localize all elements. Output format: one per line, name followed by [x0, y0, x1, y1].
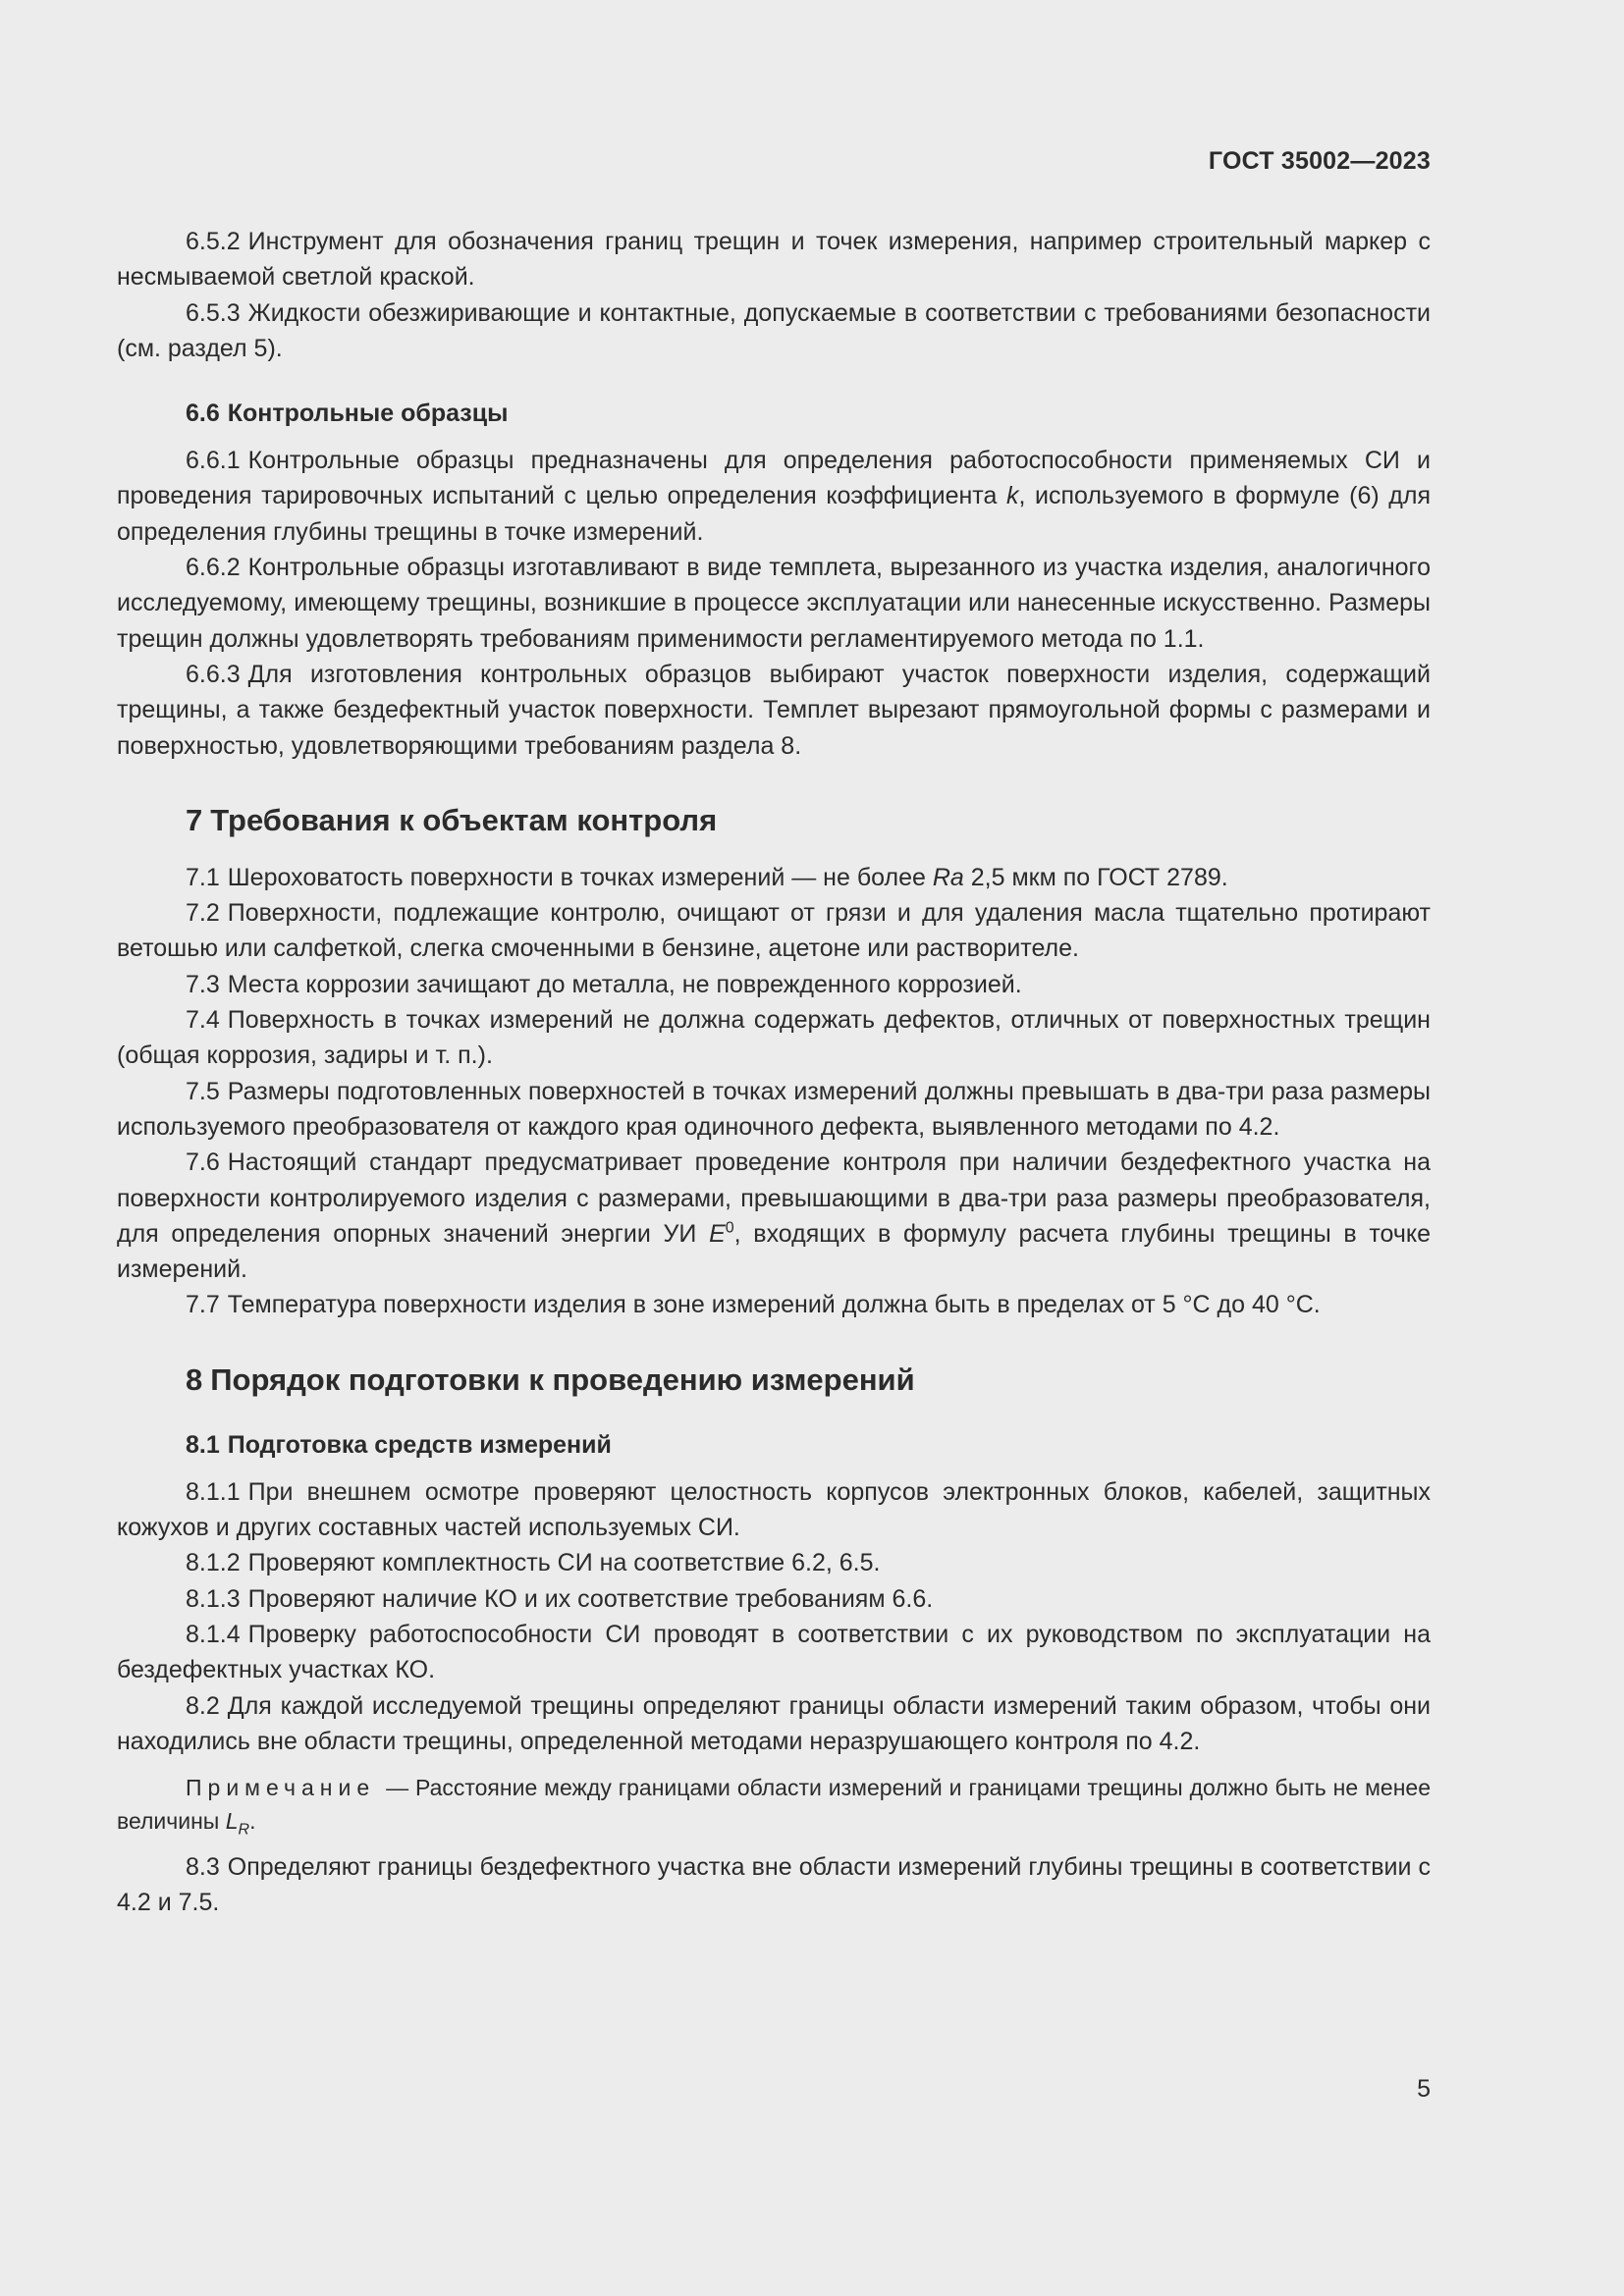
clause-text: Шероховатость поверхности в точках измерений — не более [227, 863, 933, 891]
energy-symbol: E [709, 1219, 726, 1248]
paragraph-7-2 [117, 895, 1431, 967]
paragraph-7-5 [117, 1074, 1431, 1146]
clause-number: 8.1.2 [186, 1549, 241, 1577]
clause-text: Для каждой исследуемой трещины определяют границы области измерений таким образом, чтобы они находились вне области трещины, определенной методами неразрушающего контроля по 4.2. [117, 1691, 1431, 1755]
coefficient-symbol: k [1005, 482, 1019, 510]
clause-text: Определяют границы бездефектного участка вне области измерений глубины трещины в соответствии с 4.2 и 7.5. [117, 1853, 1431, 1917]
page-content [117, 224, 1431, 1921]
section-number: 8 [186, 1362, 203, 1397]
clause-text: Контрольные образцы изготавливают в виде темплета, вырезанного из участка изделия, аналогичного исследуемому, имеющему трещины, возникшие в процессе эксплуатации или нанесенные искусственно. Размеры трещин должны удовлетворять требованиям применимости регламентируемого метода по 1.1. [117, 554, 1431, 653]
clause-text: Поверхности, подлежащие контролю, очищают от грязи и для удаления масла тщательно протирают ветошью или салфеткой, слегка смоченными в бензине, ацетоне или растворителе. [117, 899, 1431, 963]
clause-number: 8.2 [186, 1691, 220, 1720]
paragraph-6-6-1 [117, 443, 1431, 550]
clause-text: При внешнем осмотре проверяют целостность корпусов электронных блоков, кабелей, защитных кожухов и других составных частей используемых СИ. [117, 1477, 1431, 1542]
paragraph-7-3 [117, 967, 1431, 1002]
section-title: Требования к объектам контроля [210, 802, 718, 837]
clause-text: Поверхность в точках измерений не должна содержать дефектов, отличных от поверхностных трещин (общая коррозия, задиры и т. п.). [117, 1006, 1431, 1070]
roughness-symbol: Ra [932, 863, 964, 891]
clause-text: Проверяют наличие КО и их соответствие требованиям 6.6. [247, 1584, 934, 1613]
paragraph-7-4 [117, 1002, 1431, 1074]
note-label: Примечание [186, 1775, 376, 1801]
paragraph-8-1-1 [117, 1474, 1431, 1546]
clause-number: 8.1.4 [186, 1620, 241, 1648]
paragraph-7-6 [117, 1145, 1431, 1287]
clause-number: 8.3 [186, 1853, 220, 1882]
clause-number: 8.1.3 [186, 1584, 241, 1613]
clause-number: 6.5.3 [186, 298, 241, 327]
length-subscript: R [238, 1821, 250, 1839]
clause-text: Размеры подготовленных поверхностей в точках измерений должны превышать в два-три раза размеры используемого преобразователя от каждого края одиночного дефекта, выявленного методами по 4.2. [117, 1077, 1431, 1141]
paragraph-6-6-2 [117, 550, 1431, 657]
clause-number: 6.5.2 [186, 228, 241, 255]
clause-number: 7.1 [186, 863, 220, 891]
clause-text: Места коррозии зачищают до металла, не поврежденного коррозией. [227, 970, 1022, 998]
clause-text: Температура поверхности изделия в зоне измерений должна быть в пределах от 5 °С до 40 °С. [227, 1291, 1321, 1319]
paragraph-7-7 [117, 1287, 1431, 1322]
section-title: Порядок подготовки к проведению измерений [210, 1362, 915, 1397]
energy-superscript: 0 [725, 1219, 734, 1237]
standard-code-header: ГОСТ 35002—2023 [1208, 147, 1431, 175]
paragraph-7-1 [117, 860, 1431, 895]
paragraph-6-5-2 [117, 224, 1431, 295]
clause-text: Инструмент для обозначения границ трещин и точек измерения, например строительный маркер с несмываемой светлой краской. [117, 228, 1431, 292]
note-text: — Расстояние между границами области измерений и границами трещины должно быть не менее величины [117, 1775, 1431, 1835]
clause-number: 7.7 [186, 1291, 220, 1319]
section-heading-6-6 [117, 396, 1431, 431]
paragraph-8-1-3 [117, 1581, 1431, 1617]
section-title: Контрольные образцы [227, 400, 509, 428]
clause-text: Контрольные образцы предназначены для определения работоспособности применяемых СИ и проведения тарировочных испытаний с целью определения коэффициента [117, 447, 1431, 510]
clause-number: 6.6.2 [186, 554, 241, 582]
length-symbol: L [225, 1808, 239, 1835]
paragraph-6-6-3 [117, 657, 1431, 764]
clause-text-continued: 2,5 мкм по ГОСТ 2789. [963, 863, 1228, 891]
clause-text: Проверку работоспособности СИ проводят в соответствии с их руководством по эксплуатации на бездефектных участках КО. [117, 1620, 1431, 1684]
clause-text-continued: , используемого в формуле (6) для определения глубины трещины в точке измерений. [117, 482, 1431, 546]
section-title: Подготовка средств измерений [227, 1430, 612, 1459]
section-heading-7 [117, 801, 1431, 840]
clause-number: 6.6.3 [186, 660, 241, 688]
clause-number: 7.5 [186, 1077, 220, 1105]
note-paragraph [117, 1771, 1431, 1838]
paragraph-8-1-2 [117, 1545, 1431, 1580]
paragraph-6-5-3 [117, 295, 1431, 367]
section-number: 8.1 [186, 1430, 220, 1459]
clause-number: 7.3 [186, 970, 220, 998]
section-heading-8-1 [117, 1427, 1431, 1463]
section-number: 7 [186, 802, 203, 837]
paragraph-8-2 [117, 1688, 1431, 1760]
clause-text-continued: , входящих в формулу расчета глубины трещины в точке измерений. [117, 1219, 1431, 1284]
section-number: 6.6 [186, 400, 220, 428]
clause-text: Настоящий стандарт предусматривает проведение контроля при наличии бездефектного участка на поверхности контролируемого изделия с размерами, превышающими в два-три раза размеры преобразователя, для определения опорных значений энергии УИ [117, 1148, 1431, 1248]
clause-number: 7.2 [186, 899, 220, 928]
section-heading-8 [117, 1361, 1431, 1400]
paragraph-8-3 [117, 1849, 1431, 1921]
clause-number: 8.1.1 [186, 1477, 241, 1506]
clause-number: 6.6.1 [186, 447, 241, 475]
page-number: 5 [1417, 2075, 1431, 2103]
clause-text: Проверяют комплектность СИ на соответствие 6.2, 6.5. [247, 1549, 881, 1577]
paragraph-8-1-4 [117, 1617, 1431, 1688]
clause-number: 7.6 [186, 1148, 220, 1177]
clause-number: 7.4 [186, 1006, 220, 1035]
clause-text: Жидкости обезжиривающие и контактные, допускаемые в соответствии с требованиями безопасности (см. раздел 5). [117, 298, 1431, 362]
clause-text: Для изготовления контрольных образцов выбирают участок поверхности изделия, содержащий трещины, а также бездефектный участок поверхности. Темплет вырезают прямоугольной формы с размерами и поверхностью, удовлетворяющими требованиям раздела 8. [117, 660, 1431, 760]
note-text-end: . [249, 1808, 256, 1835]
